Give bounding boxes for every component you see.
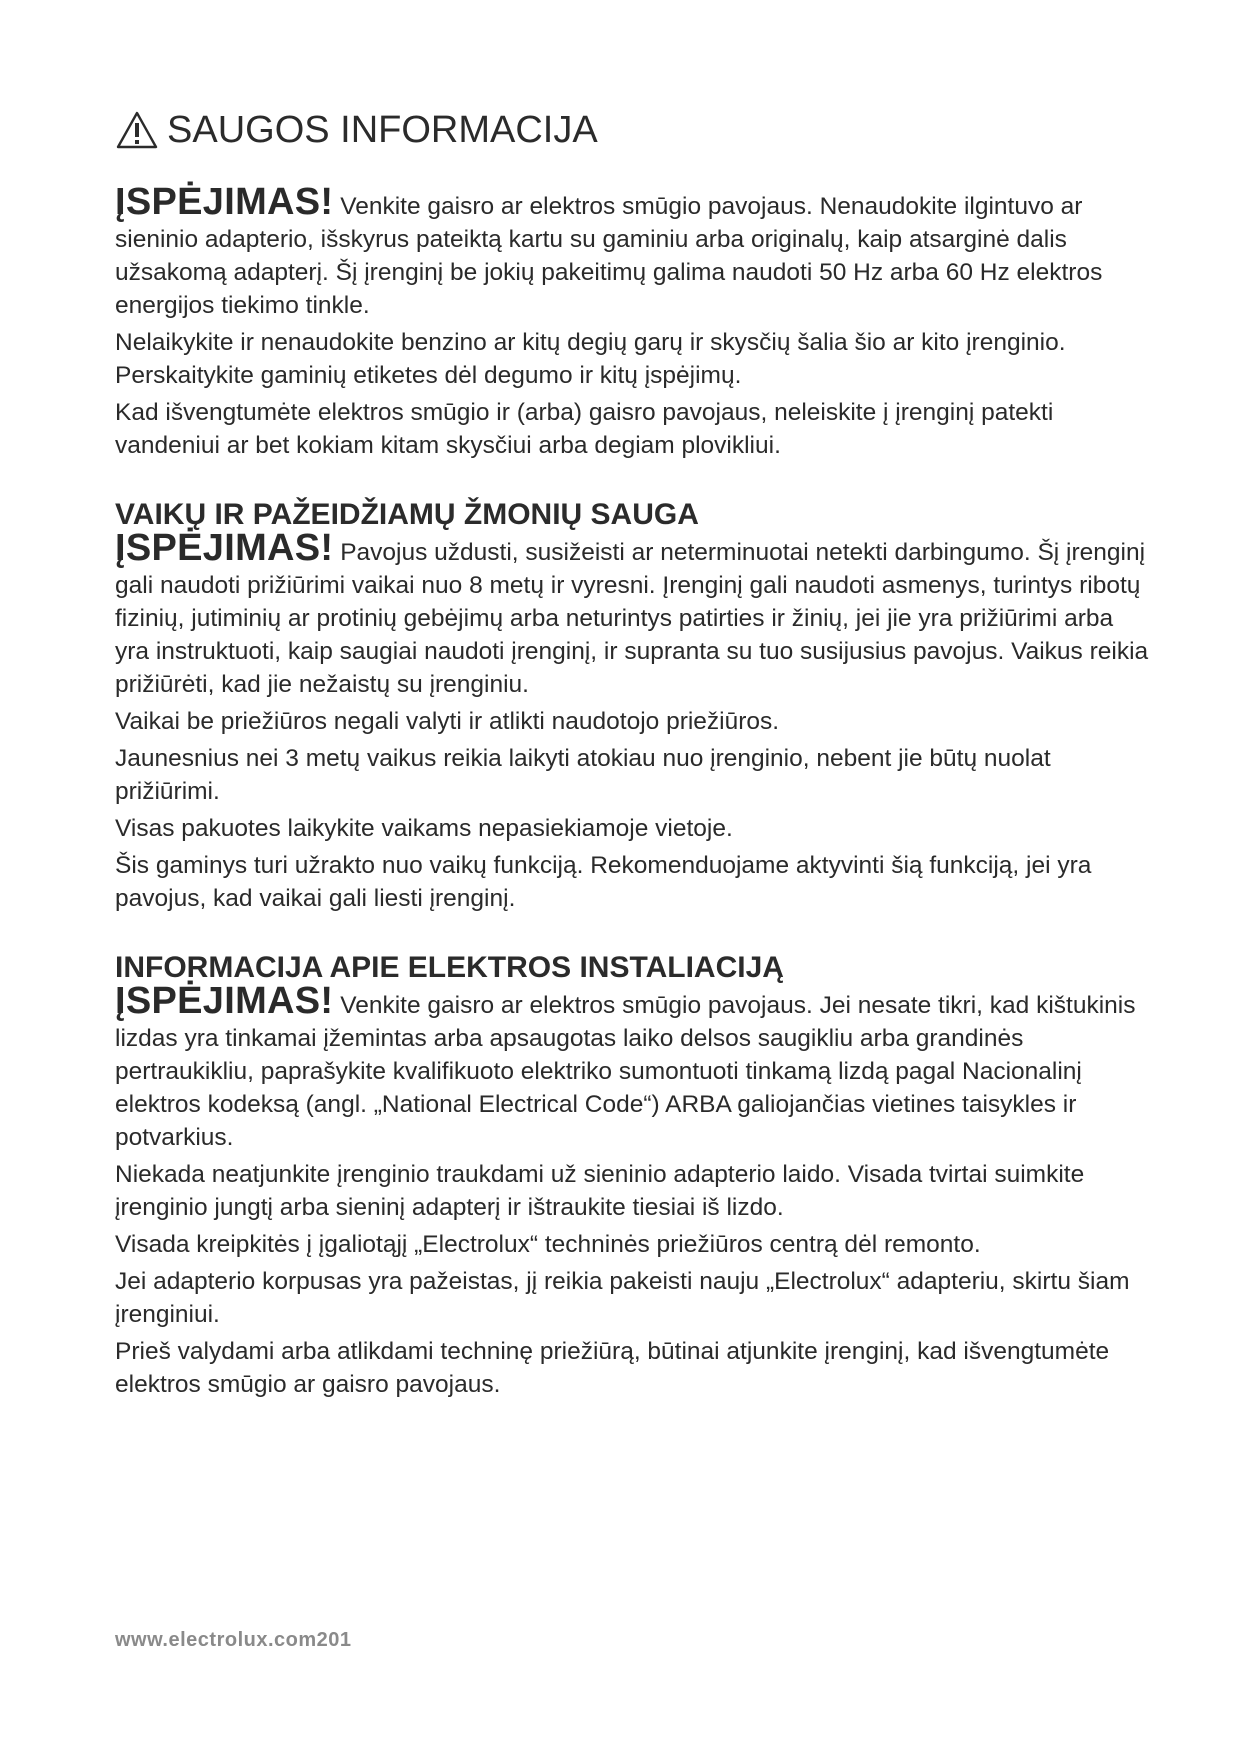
electrical-paragraph: Jei adapterio korpusas yra pažeistas, jį reikia pakeisti nauju „Electrolux“ adapteriu, skirtu šiam įrenginiui. (115, 1268, 1130, 1328)
electrical-warning-text: Venkite gaisro ar elektros smūgio pavojaus. Jei nesate tikri, kad kištukinis lizdas yra tinkamai įžemintas arba apsaugotas laiko delsos saugikliu arba grandinės pertraukikliu, paprašykite kvalifikuoto elektriko sumontuoti tinkamą lizdą pagal Nacionalinį elektros kodeksą (angl. „National Electrical Code“) ARBA galiojančias vietines taisykles ir potvarkius. (115, 992, 1136, 1151)
children-paragraph: Šis gaminys turi užrakto nuo vaikų funkciją. Rekomenduojame aktyvinti šią funkciją, jei yra pavojus, kad vaikai gali liesti įrenginį. (115, 852, 1092, 912)
children-paragraph: Jaunesnius nei 3 metų vaikus reikia laikyti atokiau nuo įrenginio, nebent jie būtų nuolat prižiūrimi. (115, 745, 1051, 805)
page-title-text: SAUGOS INFORMACIJA (167, 109, 598, 151)
intro-warning-text: Venkite gaisro ar elektros smūgio pavojaus. Nenaudokite ilgintuvo ar sieninio adapterio, išskyrus pateiktą kartu su gaminiu arba originalų, kaip atsarginė dalis užsakomą adapterį. Šį įrenginį be jokių pakeitimų galima naudoti 50 Hz arba 60 Hz elektros energijos tiekimo tinkle. (115, 193, 1103, 319)
electrical-paragraph: Prieš valydami arba atlikdami techninę priežiūrą, būtinai atjunkite įrenginį, kad išvengtumėte elektros smūgio ar gaisro pavojaus. (115, 1338, 1110, 1398)
children-paragraph: Visas pakuotes laikykite vaikams nepasiekiamoje vietoje. (115, 815, 733, 842)
intro-section (115, 181, 1150, 462)
electrical-paragraph: Niekada neatjunkite įrenginio traukdami už sieninio adapterio laido. Visada tvirtai suimkite įrenginio jungtį arba sieninį adapterį ir ištraukite tiesiai iš lizdo. (115, 1161, 1085, 1221)
children-safety-heading: VAIKŲ IR PAŽEIDŽIAMŲ ŽMONIŲ SAUGA (115, 498, 699, 531)
children-paragraph: Vaikai be priežiūros negali valyti ir atlikti naudotojo priežiūros. (115, 708, 780, 735)
children-warning (115, 527, 1150, 701)
electrical-heading: INFORMACIJA APIE ELEKTROS INSTALIACIJĄ (115, 951, 784, 984)
document-page (115, 100, 1150, 1437)
electrical-section (115, 951, 1150, 1401)
footer-website: www.electrolux.com201 (115, 1629, 352, 1651)
intro-warning (115, 181, 1150, 322)
electrical-warning (115, 980, 1150, 1154)
electrical-paragraph: Visada kreipkitės į įgaliotąjį „Electrolux“ techninės priežiūros centrą dėl remonto. (115, 1231, 981, 1258)
warning-triangle-icon (115, 110, 159, 150)
children-warning-text: Pavojus uždusti, susižeisti ar neterminuotai netekti darbingumo. Šį įrenginį gali naudoti prižiūrimi vaikai nuo 8 metų ir vyresni. Įrenginį gali naudoti asmenys, turintys ribotų fizinių, jutiminių ar protinių gebėjimų arba neturintys patirties ir žinių, jei jie yra prižiūrimi arba yra instruktuoti, kaip saugiai naudoti įrenginį, ir supranta su tuo susijusius pavojus. Vaikus reikia prižiūrėti, kad jie nežaistų su įrenginiu. (115, 539, 1149, 698)
intro-paragraph: Kad išvengtumėte elektros smūgio ir (arba) gaisro pavojaus, neleiskite į įrenginį patekti vandeniui ar bet kokiam kitam skysčiui arba degiam plovikliui. (115, 399, 1054, 459)
page-title (115, 110, 1150, 150)
warning-label: ĮSPĖJIMAS! (115, 181, 334, 223)
warning-label: ĮSPĖJIMAS! (115, 527, 334, 569)
children-safety-section (115, 498, 1150, 915)
intro-paragraph: Nelaikykite ir nenaudokite benzino ar kitų degių garų ir skysčių šalia šio ar kito įrenginio. Perskaitykite gaminių etiketes dėl degumo ir kitų įspėjimų. (115, 329, 1066, 389)
warning-label: ĮSPĖJIMAS! (115, 980, 334, 1022)
